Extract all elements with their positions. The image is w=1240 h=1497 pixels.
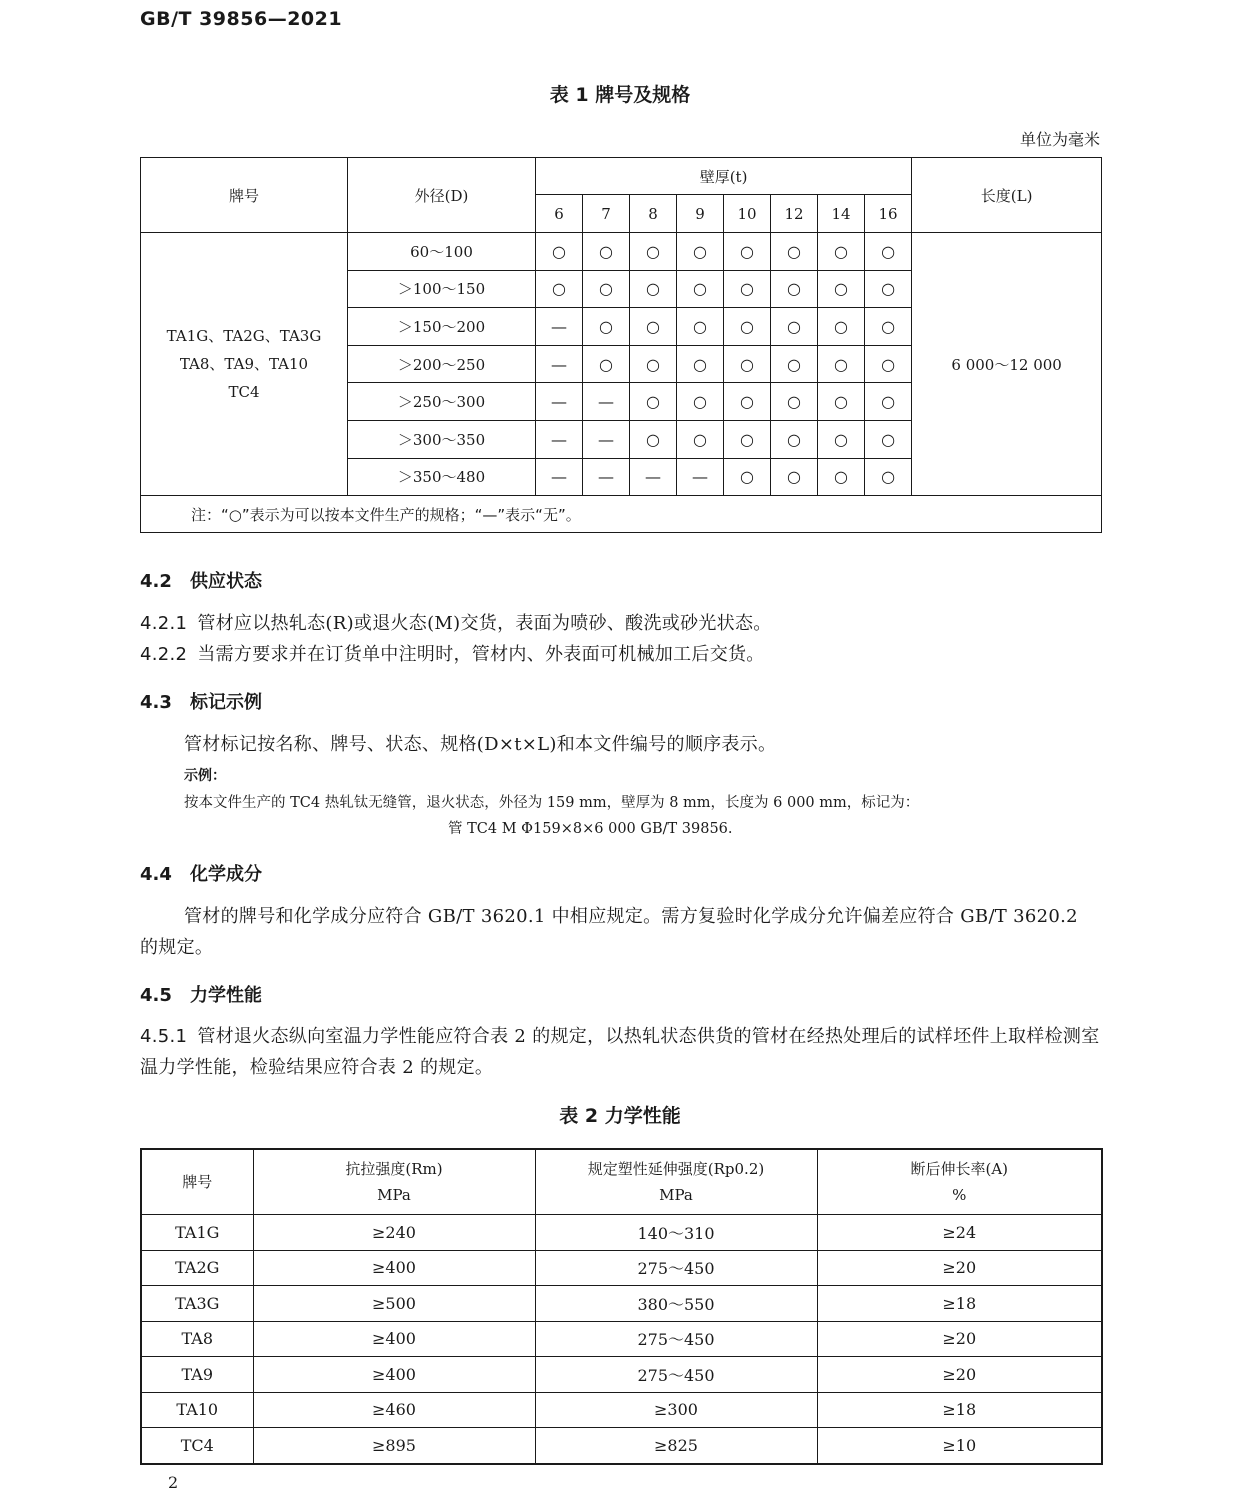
spec-cell: ○ xyxy=(630,233,677,271)
grade-cell: TA3G xyxy=(141,1286,253,1322)
clause-text: 管材退火态纵向室温力学性能应符合表 2 的规定，以热轧状态供货的管材在经热处理后的试样坯件上取样检测室温力学性能，检验结果应符合表 2 的规定。 xyxy=(140,1026,1100,1078)
head-elongation xyxy=(817,1149,1102,1215)
section-4-3 xyxy=(140,688,262,714)
grade-cell: TA8 xyxy=(141,1321,253,1357)
section-4-2 xyxy=(140,567,262,593)
clause-text: 当需方要求并在订货单中注明时，管材内、外表面可机械加工后交货。 xyxy=(197,644,765,665)
spec-cell: — xyxy=(536,420,583,458)
head-length: 长度(L) xyxy=(912,158,1102,233)
spec-cell: ○ xyxy=(724,308,771,346)
spec-cell: — xyxy=(536,458,583,496)
od-range: ＞300～350 xyxy=(348,420,536,458)
length-range: 6 000～12 000 xyxy=(912,233,1102,496)
head-wall-thickness: 壁厚(t) xyxy=(536,158,912,195)
spec-cell: ○ xyxy=(818,420,865,458)
spec-cell: ○ xyxy=(771,233,818,271)
spec-cell: ○ xyxy=(583,345,630,383)
grade-list xyxy=(141,233,348,496)
spec-cell: ○ xyxy=(677,345,724,383)
spec-cell: — xyxy=(630,458,677,496)
wall-value: 8 xyxy=(630,195,677,233)
wall-value: 9 xyxy=(677,195,724,233)
spec-cell: ○ xyxy=(865,270,912,308)
od-range: ＞100～150 xyxy=(348,270,536,308)
a-cell: ≥20 xyxy=(817,1357,1102,1393)
spec-cell: — xyxy=(583,420,630,458)
a-cell: ≥24 xyxy=(817,1215,1102,1251)
head-label: 规定塑性延伸强度(Rp0.2) xyxy=(587,1160,765,1178)
spec-cell: — xyxy=(536,383,583,421)
section-number: 4.3 xyxy=(140,692,172,713)
wall-value: 12 xyxy=(771,195,818,233)
spec-cell: ○ xyxy=(724,270,771,308)
spec-cell: ○ xyxy=(677,233,724,271)
spec-cell: ○ xyxy=(630,270,677,308)
table2-caption: 表 2 力学性能 xyxy=(559,1105,681,1127)
spec-cell: ○ xyxy=(724,233,771,271)
example-mark: 管 TC4 M Φ159×8×6 000 GB/T 39856. xyxy=(448,821,733,837)
clause-number: 4.2.1 xyxy=(140,613,188,634)
a-cell: ≥10 xyxy=(817,1428,1102,1464)
section-4-4 xyxy=(140,860,262,886)
head-yield-strength xyxy=(535,1149,817,1215)
head-unit: % xyxy=(952,1186,967,1204)
rm-cell: ≥895 xyxy=(253,1428,535,1464)
head-tensile-strength xyxy=(253,1149,535,1215)
spec-cell: ○ xyxy=(818,345,865,383)
grade-line: TA1G、TA2G、TA3G xyxy=(166,327,322,346)
rp-cell: 140～310 xyxy=(535,1215,817,1251)
spec-cell: — xyxy=(536,308,583,346)
spec-cell: ○ xyxy=(865,420,912,458)
spec-cell: ○ xyxy=(771,345,818,383)
rm-cell: ≥400 xyxy=(253,1357,535,1393)
rp-cell: ≥825 xyxy=(535,1428,817,1464)
head-grade: 牌号 xyxy=(141,1149,253,1215)
spec-cell: ○ xyxy=(865,345,912,383)
od-range: ＞250～300 xyxy=(348,383,536,421)
head-label: 断后伸长率(A) xyxy=(910,1160,1009,1178)
spec-cell: — xyxy=(677,458,724,496)
spec-cell: ○ xyxy=(865,383,912,421)
grade-cell: TC4 xyxy=(141,1428,253,1464)
rm-cell: ≥460 xyxy=(253,1392,535,1428)
spec-cell: ○ xyxy=(818,270,865,308)
spec-cell: ○ xyxy=(536,233,583,271)
spec-cell: ○ xyxy=(677,308,724,346)
section-number: 4.5 xyxy=(140,985,172,1006)
standard-code: GB/T 39856—2021 xyxy=(140,8,343,30)
clause-text: 管材应以热轧态(R)或退火态(M)交货，表面为喷砂、酸洗或砂光状态。 xyxy=(197,613,772,634)
spec-cell: ○ xyxy=(630,420,677,458)
od-range: ＞200～250 xyxy=(348,345,536,383)
section-number: 4.2 xyxy=(140,571,172,592)
page-number: 2 xyxy=(168,1473,179,1492)
spec-cell: ○ xyxy=(677,420,724,458)
head-unit: MPa xyxy=(377,1186,411,1204)
grades-specs-table xyxy=(140,157,1102,533)
section-4-5 xyxy=(140,981,262,1007)
spec-cell: ○ xyxy=(771,420,818,458)
od-range: ＞150～200 xyxy=(348,308,536,346)
od-range: 60～100 xyxy=(348,233,536,271)
grade-cell: TA10 xyxy=(141,1392,253,1428)
spec-cell: — xyxy=(536,345,583,383)
spec-cell: — xyxy=(583,458,630,496)
spec-cell: ○ xyxy=(771,270,818,308)
spec-cell: ○ xyxy=(818,383,865,421)
a-cell: ≥20 xyxy=(817,1250,1102,1286)
rp-cell: 275～450 xyxy=(535,1357,817,1393)
chemical-composition-text: 管材的牌号和化学成分应符合 GB/T 3620.1 中相应规定。需方复验时化学成分允许偏差应符合 GB/T 3620.2 的规定。 xyxy=(140,906,1078,958)
section-title: 化学成分 xyxy=(190,864,262,885)
table1-caption: 表 1 牌号及规格 xyxy=(549,84,691,106)
head-label: 抗拉强度(Rm) xyxy=(345,1160,443,1178)
head-grade: 牌号 xyxy=(141,158,348,233)
rm-cell: ≥400 xyxy=(253,1321,535,1357)
spec-cell: ○ xyxy=(818,308,865,346)
section-number: 4.4 xyxy=(140,864,172,885)
a-cell: ≥18 xyxy=(817,1392,1102,1428)
spec-cell: ○ xyxy=(818,233,865,271)
table1-note: 注：“○”表示为可以按本文件生产的规格；“—”表示“无”。 xyxy=(141,496,1102,533)
a-cell: ≥18 xyxy=(817,1286,1102,1322)
spec-cell: ○ xyxy=(583,233,630,271)
spec-cell: ○ xyxy=(630,383,677,421)
spec-cell: ○ xyxy=(865,308,912,346)
spec-cell: ○ xyxy=(724,345,771,383)
clause-4-2-1 xyxy=(140,608,1100,639)
rm-cell: ≥240 xyxy=(253,1215,535,1251)
spec-cell: ○ xyxy=(630,308,677,346)
wall-value: 10 xyxy=(724,195,771,233)
table1-unit: 单位为毫米 xyxy=(1019,130,1100,149)
spec-cell: ○ xyxy=(724,420,771,458)
spec-cell: ○ xyxy=(771,458,818,496)
grade-line: TA8、TA9、TA10 xyxy=(179,355,309,374)
mechanical-properties-table xyxy=(140,1148,1103,1465)
head-outer-diameter: 外径(D) xyxy=(348,158,536,233)
clause-4-5-1 xyxy=(140,1021,1100,1083)
wall-value: 6 xyxy=(536,195,583,233)
spec-cell: ○ xyxy=(818,458,865,496)
rp-cell: ≥300 xyxy=(535,1392,817,1428)
grade-cell: TA1G xyxy=(141,1215,253,1251)
grade-cell: TA2G xyxy=(141,1250,253,1286)
head-unit: MPa xyxy=(659,1186,693,1204)
clause-number: 4.5.1 xyxy=(140,1026,188,1047)
spec-cell: ○ xyxy=(771,308,818,346)
spec-cell: ○ xyxy=(677,270,724,308)
marking-rule: 管材标记按名称、牌号、状态、规格(D×t×L)和本文件编号的顺序表示。 xyxy=(184,734,777,755)
section-title: 供应状态 xyxy=(190,571,262,592)
clause-number: 4.2.2 xyxy=(140,644,188,665)
grade-cell: TA9 xyxy=(141,1357,253,1393)
section-title: 力学性能 xyxy=(190,985,262,1006)
rp-cell: 275～450 xyxy=(535,1321,817,1357)
rp-cell: 275～450 xyxy=(535,1250,817,1286)
spec-cell: — xyxy=(583,383,630,421)
wall-value: 7 xyxy=(583,195,630,233)
rm-cell: ≥500 xyxy=(253,1286,535,1322)
clause-4-2-2 xyxy=(140,639,1100,670)
spec-cell: ○ xyxy=(724,383,771,421)
a-cell: ≥20 xyxy=(817,1321,1102,1357)
section-title: 标记示例 xyxy=(190,692,262,713)
spec-cell: ○ xyxy=(583,308,630,346)
spec-cell: ○ xyxy=(583,270,630,308)
spec-cell: ○ xyxy=(865,458,912,496)
wall-value: 16 xyxy=(865,195,912,233)
od-range: ＞350～480 xyxy=(348,458,536,496)
spec-cell: ○ xyxy=(865,233,912,271)
example-label: 示例： xyxy=(184,768,226,784)
spec-cell: ○ xyxy=(771,383,818,421)
example-text: 按本文件生产的 TC4 热轧钛无缝管，退火状态，外径为 159 mm，壁厚为 8 mm，长度为 6 000 mm，标记为： xyxy=(184,795,920,811)
rp-cell: 380～550 xyxy=(535,1286,817,1322)
wall-value: 14 xyxy=(818,195,865,233)
spec-cell: ○ xyxy=(630,345,677,383)
spec-cell: ○ xyxy=(536,270,583,308)
rm-cell: ≥400 xyxy=(253,1250,535,1286)
grade-line: TC4 xyxy=(228,383,260,402)
spec-cell: ○ xyxy=(677,383,724,421)
spec-cell: ○ xyxy=(724,458,771,496)
